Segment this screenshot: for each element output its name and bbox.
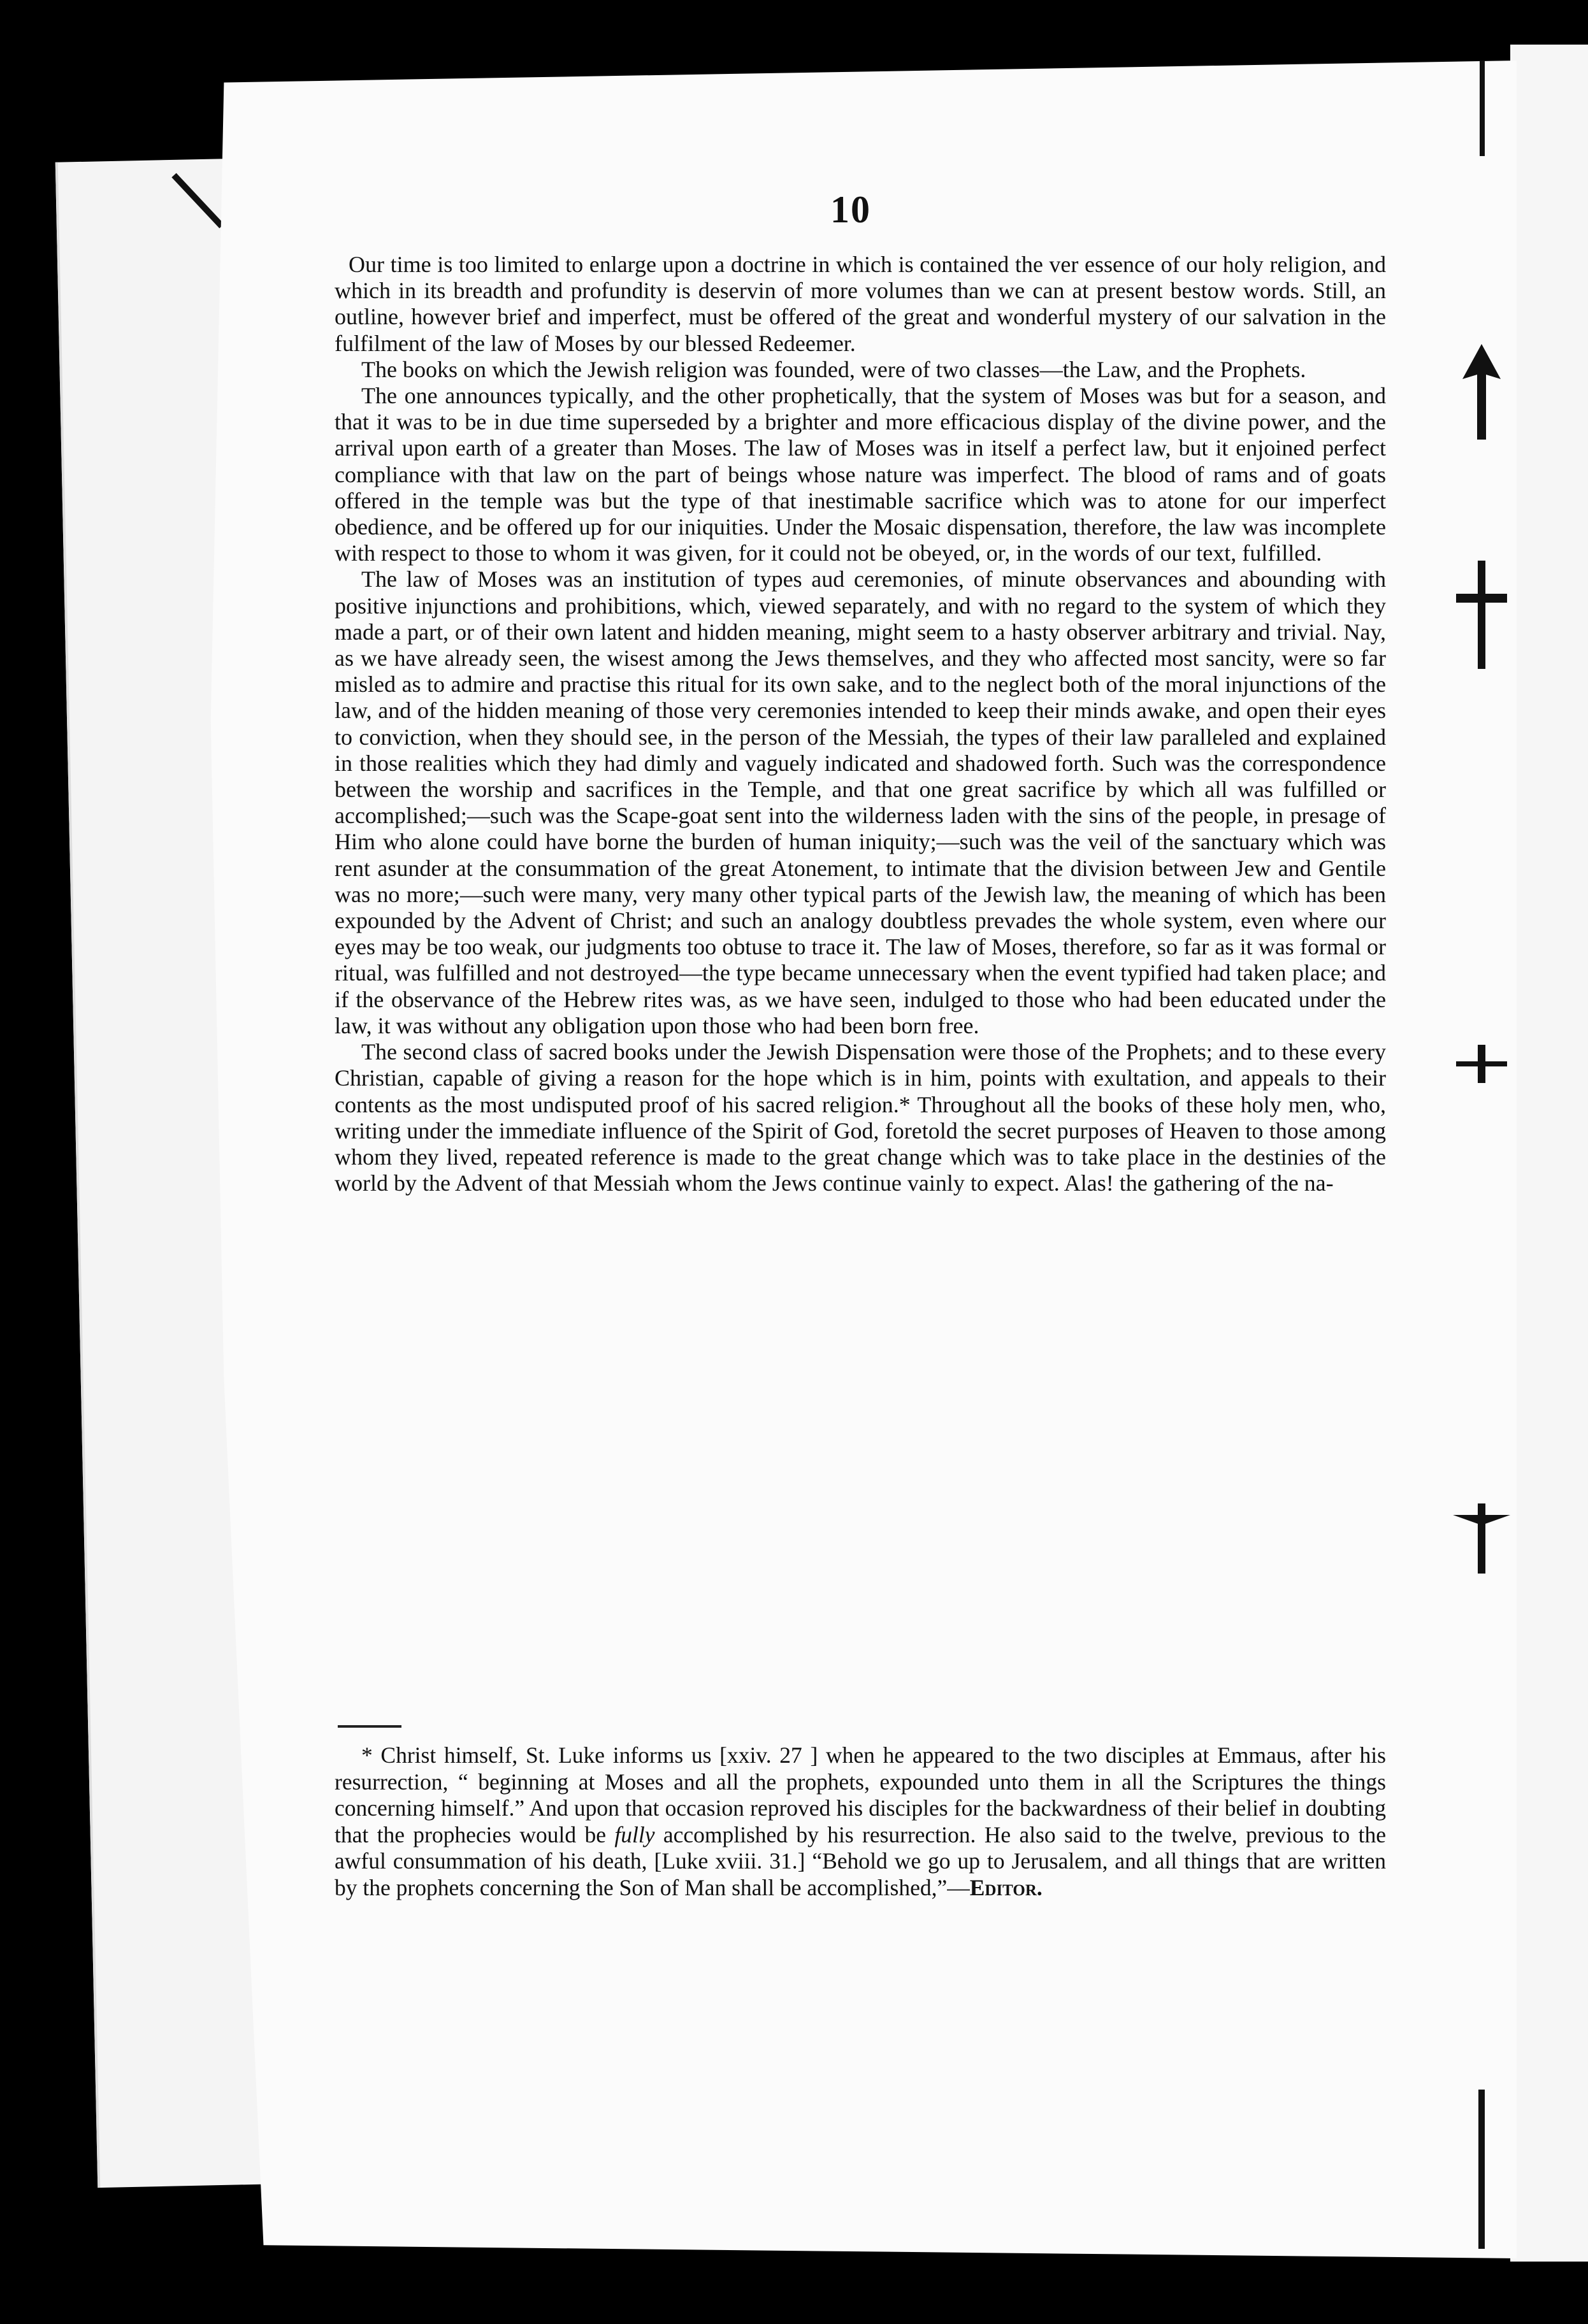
binding-mark xyxy=(1480,61,1485,156)
page-number: 10 xyxy=(830,189,871,231)
cross-mark-icon xyxy=(1456,561,1507,669)
footnote xyxy=(335,1742,1386,1901)
footnote-text: accomplished by his resurrection. He also said to the twelve, previous to the awful consummation of his death, [Luke xviii. 31.] “Behold we go up to Jerusalem, and all things that are written by the prophets concerning the Son of Man shall be accomplished,”— xyxy=(335,1821,1387,1900)
paragraph: Our time is too limited to enlarge upon a doctrine in which is contained the ver essence of our holy religion, and which in its breadth and profundity is deservin of more volumes than we can at present bestow words. Still, an outline, however brief and imperfect, must be offered of the great and wonderful mystery of our salvation in the fulfilment of the law of Moses by our blessed Redeemer. xyxy=(335,252,1386,356)
paragraph: The one announces typically, and the other prophetically, that the system of Moses was but for a season, and that it was to be in due time superseded by a brighter and more efficacious display of the divine power, and the arrival upon earth of a greater than Moses. The law of Moses was in itself a perfect law, but it enjoined perfect compliance with that law on the part of beings whose nature was imperfect. The blood of rams and of goats offered in the temple was but the type of that inestimable sacrifice which was to atone for our imperfect obedience, and be offered up for our iniquities. Under the Mosaic dispensation, therefore, the law was incomplete with respect to those to whom it was given, for it could not be obeyed, or, in the words of our text, fulfilled. xyxy=(335,383,1386,566)
footnote-paragraph xyxy=(335,1742,1386,1901)
corner-fold-mark xyxy=(171,172,228,229)
footnote-rule xyxy=(338,1725,401,1728)
paragraph: The law of Moses was an institution of types aud ceremonies, of minute observances and abounding with positive injunctions and prohibitions, which, viewed separately, and with no regard to the system of which they made a part, or of their own latent and hidden meaning, might seem to a hasty observer arbitrary and trivial. Nay, as we have already seen, the wisest among the Jews themselves, and they who affected most sancity, were so far misled as to admire and practise this ritual for its own sake, and to the neglect both of the moral injunctions of the law, and of the hidden meaning of those very ceremonies intended to keep their minds awake, and open their eyes to conviction, when they should see, in the person of the Messiah, the types of their law paralleled and explained in those realities which they had dimly and vaguely indicated and shadowed forth. Such was the correspondence between the worship and sacrifices in the Temple, and that one great sacrifice by which all was fulfilled or accomplished;—such was the Scape-goat sent into the wilderness laden with the sins of the people, in presage of Him who alone could have borne the burden of human iniquity;—such was the veil of the sanctuary which was rent asunder at the consummation of the great Atonement, to intimate that the division between Jew and Gentile was no more;—such were many, very many other typical parts of the Jewish law, the meaning of which has been expounded by the Advent of Christ; and such an analogy doubtless prevades the whole system, even where our eyes may be too weak, our judgments too obtuse to trace it. The law of Moses, therefore, so far as it was formal or ritual, was fulfilled and not destroyed—the type became unnecessary when the event typified had taken place; and if the observance of the Hebrew rites was, as we have seen, indulged to those who had been educated under the law, it was without any obligation upon those who had been born free. xyxy=(335,566,1386,1038)
footnote-signature: Editor. xyxy=(969,1874,1043,1900)
footnote-text: * Christ himself, St. Luke informs us [xxiv. 27 ] when he appeared to the two disciples at Emmaus, after his resurrection, “ beginning at Moses and all the prophets, expounded unto them in all the Scriptures the things concerning himself.” And upon that occasion reproved his disciples for the backwardness of their belief in doubting that the prophecies would be xyxy=(335,1742,1386,1847)
tick-mark-icon xyxy=(1456,1045,1507,1083)
main-text xyxy=(335,252,1386,1196)
tick-mark-icon xyxy=(1453,1503,1510,1574)
arrow-mark-icon xyxy=(1459,344,1504,440)
footnote-emphasis: fully xyxy=(614,1821,655,1847)
binding-mark xyxy=(1478,2090,1485,2249)
adjacent-page-edge xyxy=(1510,45,1588,2262)
paragraph: The books on which the Jewish religion was founded, were of two classes—the Law, and the Prophets. xyxy=(361,356,1306,382)
paragraph: The second class of sacred books under the Jewish Dispensation were those of the Prophets; and to these every Christian, capable of giving a reason for the hope which is in him, points with exultation, and appeals to their contents as the most undisputed proof of his sacred religion.* Throughout all the books of these holy men, who, writing under the immediate influence of the Spirit of God, foretold the secret purposes of Heaven to those among whom they lived, repeated reference is made to the great change which was to take place in the destinies of the world by the Advent of that Messiah whom the Jews continue vainly to expect. Alas! the gathering of the na- xyxy=(335,1039,1386,1196)
